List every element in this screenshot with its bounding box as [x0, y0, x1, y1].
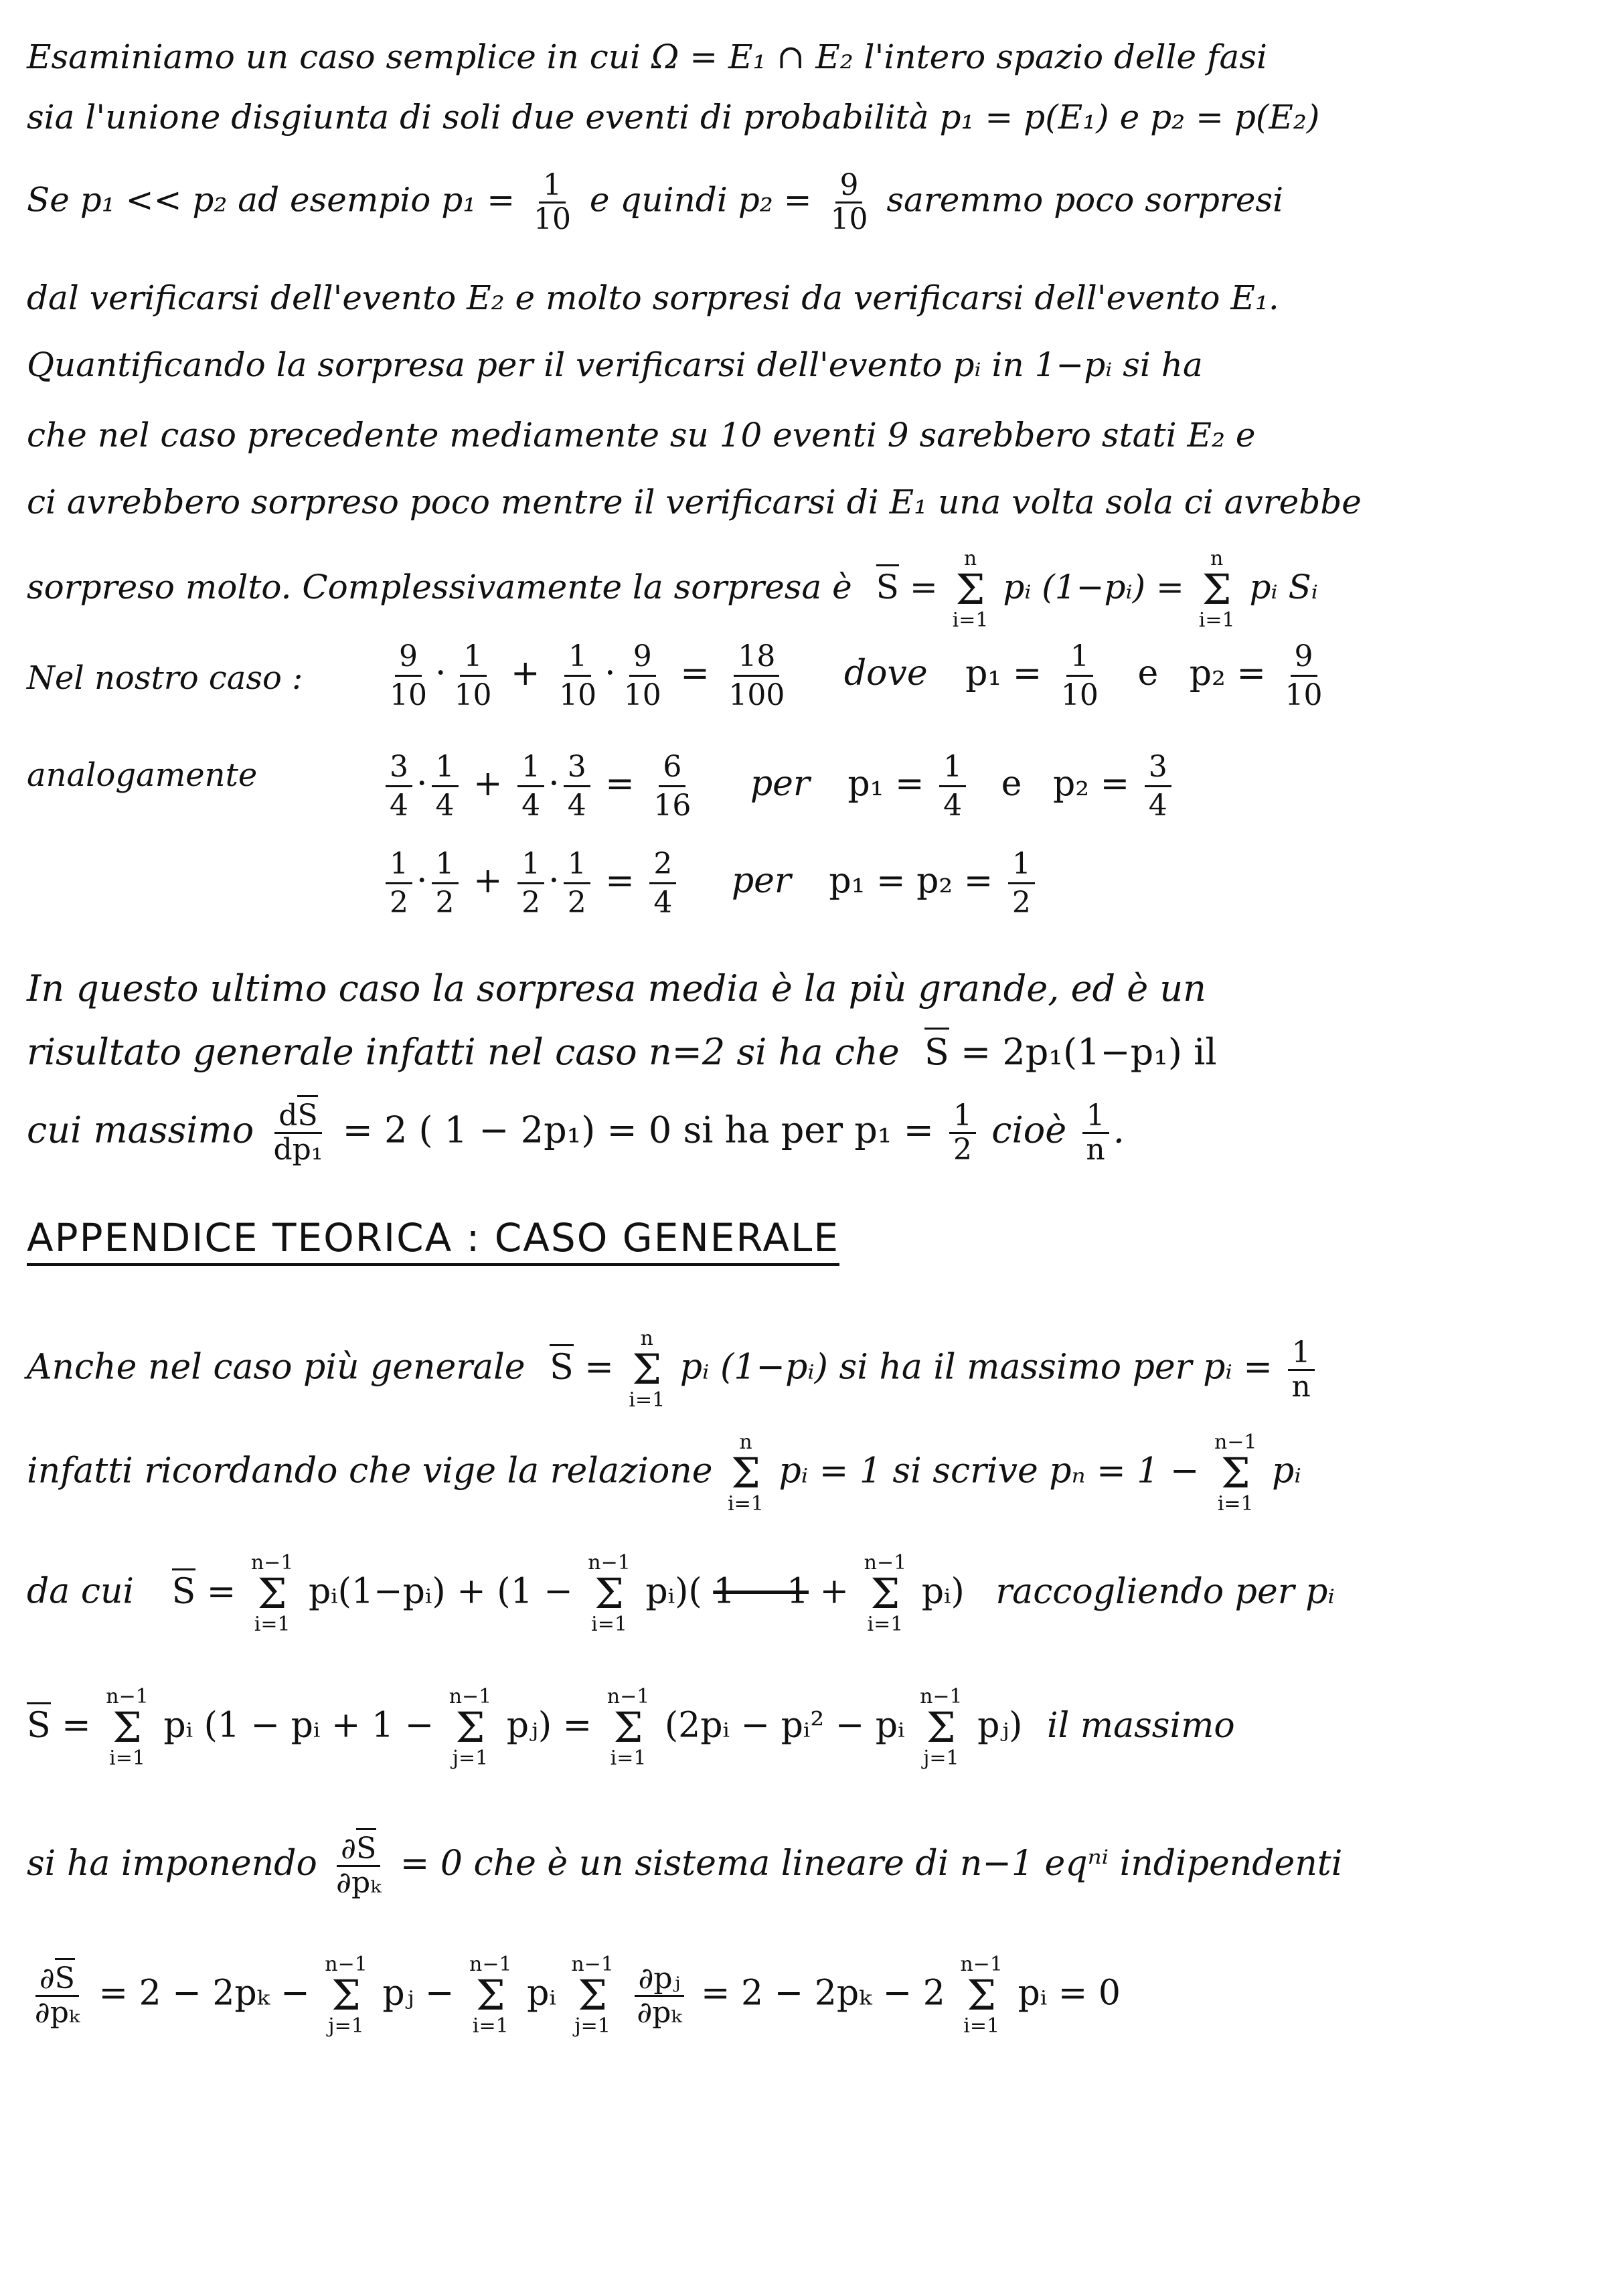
partial-derivative: $\frac{\partial S}{\text{∂pₖ}}$ — [31, 1964, 84, 2028]
example-line-3 — [27, 168, 1604, 236]
conclusion-line-3: cui massimo $\frac{dS}{\text{dp₁}}$ = 2 ( 1 − 2p₁) = 0 si ha per p₁ = $\frac{1}{2}$ cioè $\frac{1}{n}$ . — [27, 1101, 1604, 1165]
intro-line-2: sia l'unione disgiunta di soli due eventi di probabilità p₁ = p(E₁) e p₂ = p(E₂) — [27, 98, 1320, 137]
sum-symbol: n Σ i=1 — [1198, 547, 1235, 632]
conclusion-l3b: = 2 ( 1 − 2p₁) = 0 si ha per p₁ = — [342, 1109, 934, 1151]
dove-word: dove — [843, 653, 928, 694]
conclusion-line-1: In questo ultimo caso la sorpresa media è la più grande, ed è un — [27, 967, 1206, 1009]
example-l8c: pᵢ Sᵢ — [1249, 568, 1318, 606]
intro-line-1: Esaminiamo un caso semplice in cui Ω = E₁ ∩ E₂ l'intero spazio delle fasi — [27, 37, 1268, 76]
example-line-6: che nel caso precedente mediamente su 10 eventi 9 sarebbero stati E₂ e — [27, 416, 1256, 455]
appendix-a2b: pᵢ = 1 si scrive pₙ = 1 − — [779, 1451, 1200, 1491]
example-l3a: Se p₁ << p₂ ad esempio p₁ = — [27, 180, 515, 220]
example-l3c: saremmo poco sorpresi — [886, 180, 1284, 220]
case-3-equation: $\frac{1}{2}$ · $\frac{1}{2}$ + $\frac{1}{2}$ · $\frac{1}{2}$ = $\frac{2}{4}$ per p₁ = p₂ = $\frac{1}{2}$ — [382, 847, 1039, 920]
conclusion-l3a: cui massimo — [27, 1109, 254, 1151]
example-l8a: sorpreso molto. Complessivamente la sorpresa è — [27, 568, 852, 606]
appendix-a1a: Anche nel caso più generale — [27, 1347, 525, 1388]
appendix-line-3: da cui S = n−1 Σ i=1 pᵢ(1−pᵢ) + (1 − n−1 Σ i=1 pᵢ)( 1 − 1 + n−1 Σ i=1 pᵢ) raccogliendo per pᵢ — [27, 1551, 1335, 1636]
analogamente-label: analogamente — [27, 756, 258, 794]
appendix-line-2: infatti ricordando che vige la relazione n Σ i=1 pᵢ = 1 si scrive pₙ = 1 − n−1 Σ i=1 pᵢ — [27, 1431, 1301, 1516]
case-2-equation: $\frac{3}{4}$ · $\frac{1}{4}$ + $\frac{1}{4}$ · $\frac{3}{4}$ = $\frac{6}{16}$ per p₁ = $\frac{1}{4}$ e p₂ = $\frac{3}{4}$ — [382, 750, 1175, 823]
appendix-a5a: si ha imponendo — [27, 1844, 317, 1884]
conclusion-l2b: = 2p₁(1−p₁) il — [961, 1031, 1217, 1073]
appendix-line-5 — [27, 1834, 1604, 1898]
conclusion-line-2: risultato generale infatti nel caso n=2 si ha che S = 2p₁(1−p₁) il — [27, 1034, 1604, 1070]
conclusion-l2a: risultato generale infatti nel caso n=2 si ha che — [27, 1031, 900, 1073]
appendix-line-1: Anche nel caso più generale S = n Σ i=1 pᵢ (1−pᵢ) si ha il massimo per pᵢ = $\frac{1}{n}$ — [27, 1329, 1604, 1410]
example-line-7: ci avrebbero sorpreso poco mentre il verificarsi di E₁ una volta sola ci avrebbe — [27, 483, 1362, 521]
example-l3b: e quindi p₂ = — [589, 180, 812, 220]
example-line-8: sorpreso molto. Complessivamente la sorpresa è S = n Σ i=1 pᵢ (1−pᵢ) = n Σ i=1 pᵢ Sᵢ — [27, 547, 1318, 632]
appendix-a5b: = 0 che è un sistema lineare di n−1 eqⁿⁱ indipendenti — [400, 1844, 1343, 1884]
appendix-a4end: il massimo — [1047, 1705, 1235, 1746]
example-line-4: dal verificarsi dell'evento E₂ e molto sorpresi da verificarsi dell'evento E₁. — [27, 278, 1279, 317]
case-1-equation: $\frac{9}{10}$ · $\frac{1}{10}$ + $\frac{1}{10}$ · $\frac{9}{10}$ = $\frac{18}{100}$ dove p₁ = $\frac{1}{10}$ e p₂ = $\frac{9}{10}$ — [390, 639, 1323, 712]
appendix-a2a: infatti ricordando che vige la relazione — [27, 1451, 713, 1491]
appendix-heading: APPENDICE TEORICA : CASO GENERALE — [27, 1215, 839, 1266]
derivative-fraction: $\frac{dS}{\text{dp₁}}$ — [269, 1101, 327, 1165]
and-word: e — [1137, 653, 1159, 694]
appendix-line-4: S = n−1 Σ i=1 pᵢ (1 − pᵢ + 1 − n−1 Σ j=1 pⱼ) = n−1 Σ i=1 (2pᵢ − pᵢ² − pᵢ n−1 Σ j=1 pⱼ) il massimo — [27, 1685, 1235, 1770]
sum-symbol: n Σ i=1 — [952, 547, 989, 632]
per-word: per — [750, 764, 810, 804]
appendix-a3a: da cui — [27, 1571, 135, 1612]
appendix-a6mid: = 2 − 2pₖ − 2 — [700, 1973, 945, 2014]
appendix-a3b: raccogliendo per pᵢ — [995, 1571, 1335, 1612]
per-word: per — [731, 861, 791, 901]
conclusion-l3c: cioè — [991, 1109, 1067, 1151]
example-line-5: Quantificando la sorpresa per il verificarsi dell'evento pᵢ in 1−pᵢ si ha — [27, 345, 1203, 384]
appendix-a1b: pᵢ (1−pᵢ) si ha il massimo per pᵢ = — [679, 1347, 1273, 1388]
example-l8b: pᵢ (1−pᵢ) = — [1003, 568, 1184, 606]
nostro-caso-label: Nel nostro caso : — [27, 659, 303, 697]
fraction-9-10: $\frac{9}{10}$ — [830, 168, 868, 236]
partial-derivative: $\frac{\partial S}{\text{∂pₖ}}$ — [332, 1834, 385, 1898]
fraction-1-10: $\frac{1}{10}$ — [534, 168, 572, 236]
and-word: e — [1001, 764, 1022, 804]
appendix-line-6: $\frac{\partial S}{\text{∂pₖ}}$ = 2 − 2pₖ − n−1 Σ j=1 pⱼ − n−1 Σ i=1 pᵢ n−1 Σ j=1 $\frac{\text{∂pⱼ}}{\text{∂pₖ}}$ = 2 − 2pₖ − 2 n−1 Σ i=1 pᵢ = 0 — [27, 1955, 1604, 2036]
